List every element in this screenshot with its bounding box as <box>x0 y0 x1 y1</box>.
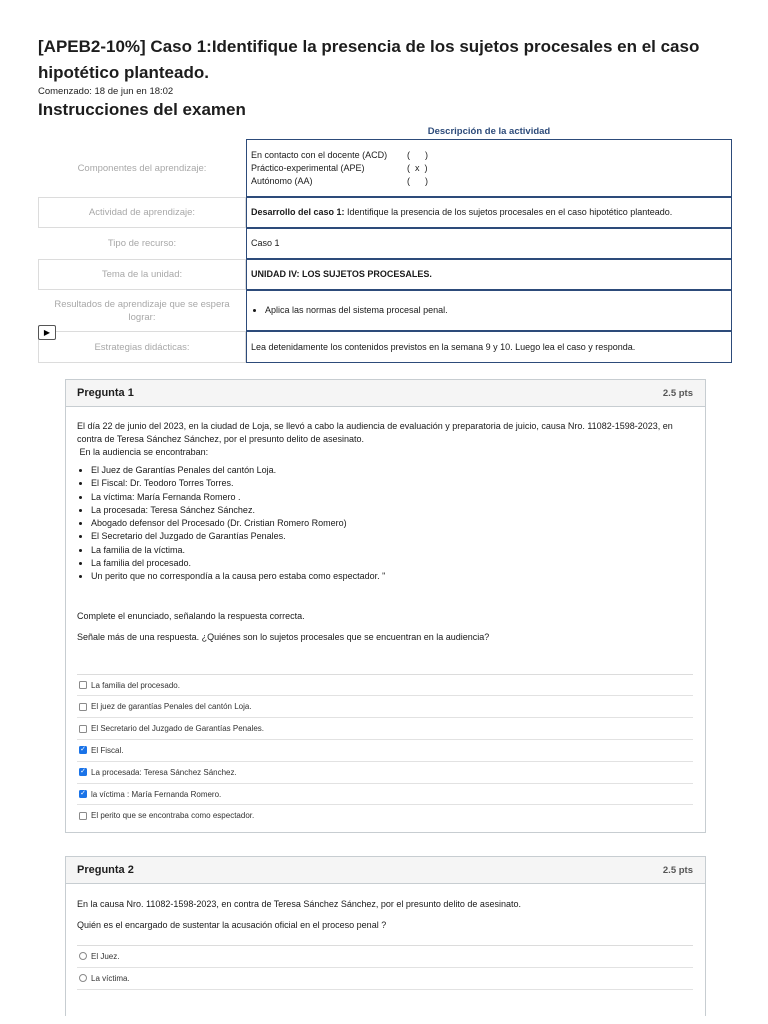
answer-option[interactable] <box>77 696 693 718</box>
checkbox[interactable] <box>79 681 87 689</box>
answer-label: El Fiscal. <box>91 745 124 755</box>
question-1-header <box>66 380 705 407</box>
play-icon[interactable]: ▶ <box>38 325 56 340</box>
question-1-title: Pregunta 1 <box>77 387 134 399</box>
results-label: Resultados de aprendizaje que se espera lograr: <box>54 298 230 323</box>
list-item: • Un perito que no correspondía a la causa pero estaba como espectador. " <box>91 570 693 583</box>
answer-option[interactable] <box>77 740 693 762</box>
row-results <box>38 290 732 331</box>
question-2-body <box>66 898 705 990</box>
component-acd: En contacto con el docente (ACD) <box>251 149 388 160</box>
checkbox[interactable] <box>79 703 87 711</box>
list-item: • Abogado defensor del Procesado (Dr. Cristian Romero Romero) <box>91 517 693 530</box>
started-timestamp: Comenzado: 18 de jun en 18:02 <box>38 86 174 97</box>
answer-label: El Juez. <box>91 951 120 961</box>
list-item: • La familia de la víctima. <box>91 544 693 557</box>
attendee-list <box>77 464 693 584</box>
row-strategies <box>38 331 732 363</box>
list-item: • La familia del procesado. <box>91 557 693 570</box>
checkbox[interactable] <box>79 725 87 733</box>
resource-label: Tipo de recurso: <box>107 238 177 249</box>
activity-label: Actividad de aprendizaje: <box>38 197 246 228</box>
checkbox-checked[interactable]: ✓ <box>80 768 86 776</box>
components-label: Componentes del aprendizaje: <box>77 162 207 174</box>
answer-label: El juez de garantías Penales del cantón Loja. <box>91 702 252 712</box>
list-item: • La procesada: Teresa Sánchez Sánchez. <box>91 504 693 517</box>
question-2-prompt: Quién es el encargado de sustentar la acusación oficial en el proceso penal ? <box>77 920 387 930</box>
activity-value <box>246 197 732 228</box>
answer-label: El Secretario del Juzgado de Garantías Penales. <box>91 724 264 734</box>
answer-option[interactable] <box>77 946 693 968</box>
activity-value-bold: Desarrollo del caso 1: <box>251 207 345 217</box>
row-components <box>38 139 732 197</box>
radio-button[interactable] <box>79 952 87 960</box>
strategies-label: Estrategias didácticas: <box>38 331 246 363</box>
question-1 <box>65 379 706 833</box>
row-resource <box>38 228 732 259</box>
exam-title: [APEB2-10%] Caso 1:Identifique la presencia de los sujetos procesales en el caso hipotético planteado. <box>38 37 700 82</box>
question-2 <box>65 856 706 1016</box>
list-item: • El Fiscal: Dr. Teodoro Torres Torres. <box>91 477 693 490</box>
answer-option[interactable] <box>77 675 693 697</box>
question-2-header <box>66 857 705 884</box>
question-1-points: 2.5 pts <box>662 387 693 399</box>
unit-value-text: UNIDAD IV: LOS SUJETOS PROCESALES. <box>251 269 432 279</box>
row-unit <box>38 259 732 290</box>
answer-option[interactable] <box>77 805 693 826</box>
question-1-instruction: Complete el enunciado, señalando la respuesta correcta. <box>77 610 305 621</box>
answer-option[interactable] <box>77 968 693 990</box>
answer-label: la víctima : María Fernanda Romero. <box>91 789 222 799</box>
answer-label: La familia del procesado. <box>91 680 180 690</box>
list-item: • El Juez de Garantías Penales del cantón Loja. <box>91 464 693 477</box>
question-1-body <box>66 420 705 826</box>
strategies-value: Lea detenidamente los contenidos previstos en la semana 9 y 10. Luego lea el caso y responda. <box>246 331 732 363</box>
question-2-points: 2.5 pts <box>662 864 693 876</box>
answer-label: El perito que se encontraba como espectador. <box>91 811 255 821</box>
question-2-title: Pregunta 2 <box>77 864 134 876</box>
component-ape: Práctico-experimental (APE) <box>251 162 365 173</box>
answer-option[interactable] <box>77 784 693 806</box>
answer-label: La procesada: Teresa Sánchez Sánchez. <box>91 767 237 777</box>
instructions-heading: Instrucciones del examen <box>38 100 246 119</box>
answer-option[interactable] <box>77 762 693 784</box>
activity-value-text: Identifique la presencia de los sujetos procesales en el caso hipotético planteado. <box>344 207 673 217</box>
checkbox[interactable] <box>79 812 87 820</box>
row-activity <box>38 197 732 228</box>
components-value <box>246 139 732 197</box>
results-value <box>246 290 732 331</box>
checkbox-checked[interactable]: ✓ <box>80 746 86 754</box>
component-acd-mark: ( ) <box>407 149 428 160</box>
component-aa-mark: ( ) <box>407 175 428 186</box>
list-item: • El Secretario del Juzgado de Garantías Penales. <box>91 530 693 543</box>
activity-description-heading: Descripción de la actividad <box>427 126 551 137</box>
question-2-intro: En la causa Nro. 11082-1598-2023, en contra de Teresa Sánchez Sánchez, por el presunto delito de asesinato. <box>77 899 521 909</box>
checkbox-checked[interactable]: ✓ <box>80 790 86 798</box>
unit-value <box>246 259 732 290</box>
unit-label: Tema de la unidad: <box>38 259 246 290</box>
question-1-prompt: Señale más de una respuesta. ¿Quiénes son lo sujetos procesales que se encuentran en la audiencia? <box>77 631 490 642</box>
results-item: • Aplica las normas del sistema procesal penal. <box>265 304 448 317</box>
question-1-intro: El día 22 de junio del 2023, en la ciudad de Loja, se llevó a cabo la audiencia de evaluación y preparatoria de juicio, causa Nro. 11082-1598-2023, en contra de Teresa Sánchez Sánchez, por el presunto delito de asesinato. <box>77 421 673 444</box>
component-ape-mark: ( x ) <box>407 162 428 173</box>
answer-label: La víctima. <box>91 973 130 983</box>
component-aa: Autónomo (AA) <box>251 175 313 186</box>
radio-button[interactable] <box>79 974 87 982</box>
resource-value: Caso 1 <box>246 228 732 259</box>
question-1-answers <box>77 674 693 827</box>
list-item: • La víctima: María Fernanda Romero . <box>91 491 693 504</box>
question-2-answers <box>77 945 693 990</box>
question-1-intro2: En la audiencia se encontraban: <box>77 447 209 457</box>
answer-option[interactable] <box>77 718 693 740</box>
